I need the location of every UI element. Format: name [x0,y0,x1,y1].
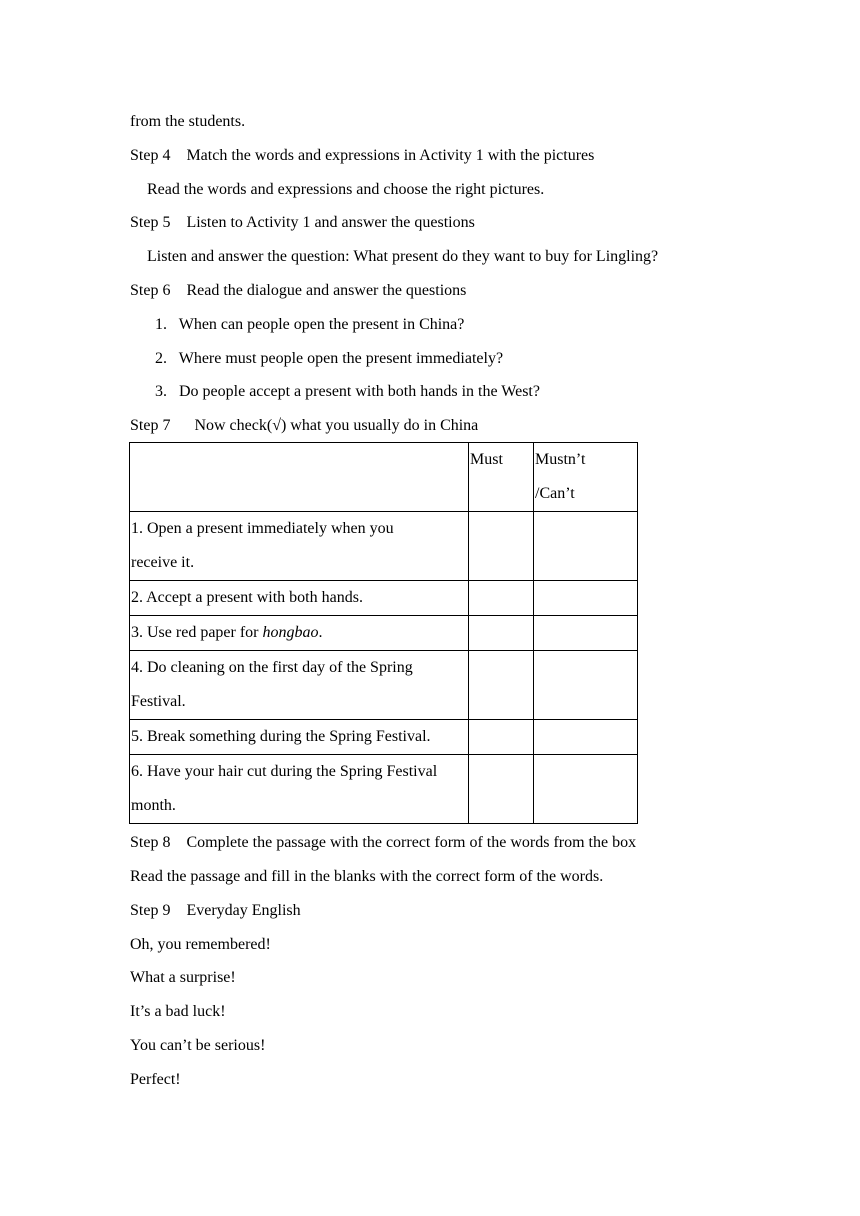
table-header-must: Must [469,443,534,512]
row-text-emphasis: hongbao [262,624,319,641]
table-header-row [130,443,638,512]
table-row [130,651,638,720]
must-check-cell[interactable] [469,755,534,824]
table-row [130,755,638,824]
must-check-cell[interactable] [469,720,534,755]
must-check-cell[interactable] [469,581,534,616]
check-table [129,442,638,824]
table-row-label: 2. Accept a present with both hands. [130,581,469,616]
table-row-label [130,616,469,651]
step-5-heading: Step 5 Listen to Activity 1 and answer the questions [130,214,475,231]
table-row [130,512,638,581]
mustnt-check-cell[interactable] [534,755,638,824]
expression-line: What a surprise! [130,969,236,986]
text-line: from the students. [130,113,246,130]
step-8-heading: Step 8 Complete the passage with the correct form of the words from the box [130,834,637,851]
step-4-instruction: Read the words and expressions and choose the right pictures. [147,181,545,198]
question-1: 1. When can people open the present in China? [155,316,465,333]
step-8-instruction: Read the passage and fill in the blanks with the correct form of the words. [130,868,604,885]
table-row [130,581,638,616]
expression-line: Oh, you remembered! [130,936,271,953]
step-6-heading: Step 6 Read the dialogue and answer the questions [130,282,467,299]
step-4-heading: Step 4 Match the words and expressions in Activity 1 with the pictures [130,147,595,164]
step-7-heading: Step 7 Now check(√) what you usually do in China [130,417,479,434]
table-row-label: 4. Do cleaning on the first day of the Spring Festival. [130,651,469,720]
row-text-suffix: . [318,624,323,641]
must-check-cell[interactable] [469,512,534,581]
must-check-cell[interactable] [469,616,534,651]
must-check-cell[interactable] [469,651,534,720]
mustnt-check-cell[interactable] [534,720,638,755]
mustnt-check-cell[interactable] [534,651,638,720]
table-header-cell [130,443,469,512]
table-header-mustnt: Mustn’t /Can’t [534,443,638,512]
row-text-prefix: 3. Use red paper for [131,624,263,641]
table-row-label: 6. Have your hair cut during the Spring Festival month. [130,755,469,824]
step-5-instruction: Listen and answer the question: What present do they want to buy for Lingling? [147,248,659,265]
question-3: 3. Do people accept a present with both hands in the West? [155,383,540,400]
expression-line: Perfect! [130,1071,181,1088]
mustnt-check-cell[interactable] [534,616,638,651]
question-2: 2. Where must people open the present immediately? [155,350,504,367]
table-row [130,720,638,755]
table-row-label: 5. Break something during the Spring Festival. [130,720,469,755]
table-row [130,616,638,651]
expression-line: You can’t be serious! [130,1037,266,1054]
step-9-heading: Step 9 Everyday English [130,902,301,919]
mustnt-check-cell[interactable] [534,512,638,581]
table-row-label: 1. Open a present immediately when you receive it. [130,512,469,581]
mustnt-check-cell[interactable] [534,581,638,616]
expression-line: It’s a bad luck! [130,1003,226,1020]
